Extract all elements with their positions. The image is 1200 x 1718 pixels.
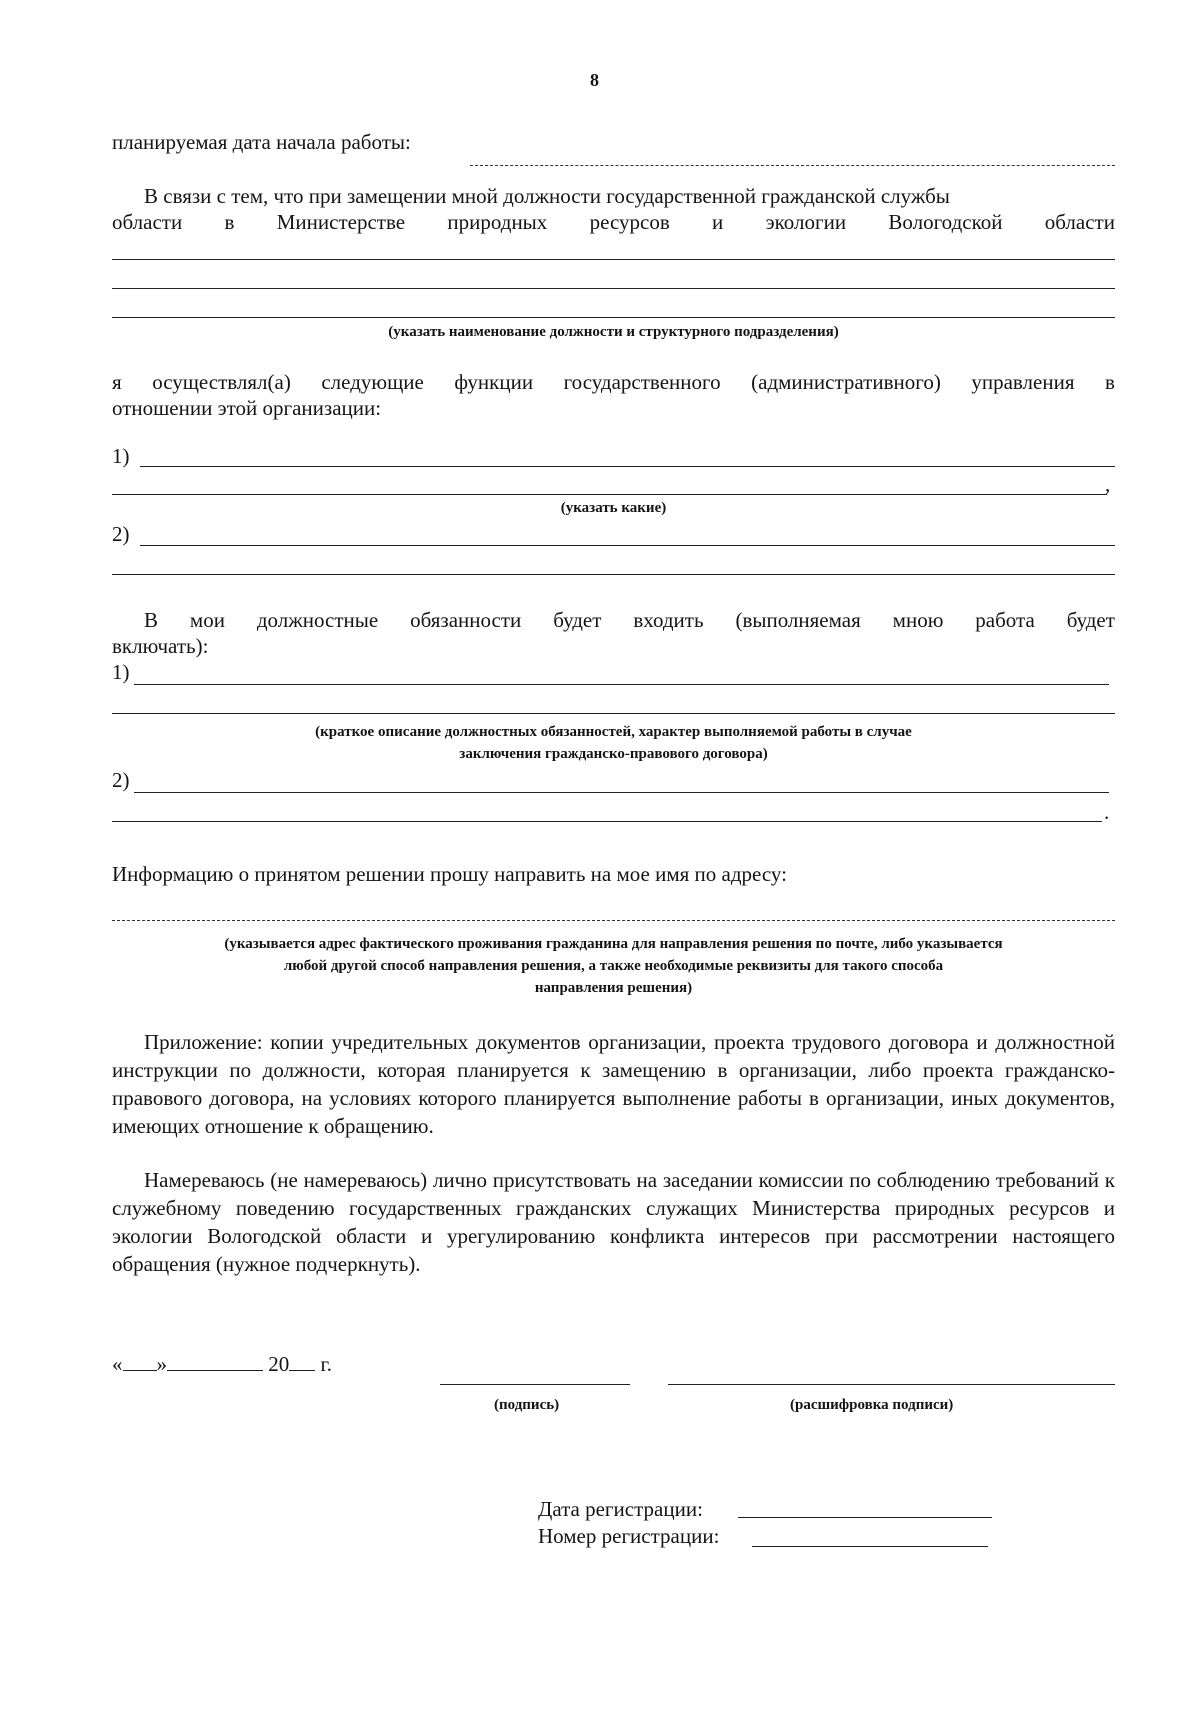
word: мои <box>189 608 225 632</box>
word: будет <box>553 608 602 632</box>
word: в <box>1105 370 1115 394</box>
word: области <box>1044 210 1115 234</box>
word: природных <box>447 210 548 234</box>
signature-label: (подпись) <box>494 1397 560 1413</box>
address-hint-line-2: любой другой способ направления решения, а также необходимые реквизиты для такого способа <box>283 958 944 974</box>
month-field[interactable] <box>167 1350 263 1371</box>
duties-hint-line-1: (краткое описание должностных обязанностей, характер выполняемой работы в случае <box>315 724 912 740</box>
word: области <box>112 210 183 234</box>
planned-start-label: планируемая дата начала работы: <box>112 130 411 154</box>
signature-field[interactable] <box>440 1384 630 1385</box>
word: следующие <box>321 370 424 394</box>
duties-line-1 <box>112 606 1115 634</box>
word: работа <box>975 608 1035 632</box>
word: в <box>224 210 235 234</box>
word: мною <box>892 608 944 632</box>
page-number: 8 <box>590 70 599 90</box>
function-item-2-number: 2) <box>112 522 130 546</box>
word: будет <box>1066 608 1115 632</box>
function-item-1-comma: , <box>1105 472 1111 496</box>
duty-item-2-field-line-2[interactable] <box>112 821 1102 822</box>
signature-decode-label: (расшифровка подписи) <box>790 1397 954 1413</box>
function-item-1-field[interactable] <box>140 466 1115 467</box>
intent-paragraph: Намереваюсь (не намереваюсь) лично присутствовать на заседании комиссии по соблюдению требований к служебному поведению государственных гражданских служащих Министерства природных ресурсов и экологии Вологодской области и урегулированию конфликта интересов при рассмотрении настоящего обращения (нужное подчеркнуть). <box>112 1168 1115 1276</box>
position-field-line-1[interactable] <box>112 259 1115 260</box>
address-hint-line-1: (указывается адрес фактического проживания гражданина для направления решения по почте, либо указывается <box>224 936 1003 952</box>
word: (административного) <box>751 370 941 394</box>
address-field[interactable] <box>112 920 1115 921</box>
word: ресурсов <box>589 210 670 234</box>
position-field-line-3[interactable] <box>112 317 1115 318</box>
word: должностные <box>256 608 379 632</box>
word: Министерстве <box>276 210 406 234</box>
function-item-2-field-line-2[interactable] <box>112 574 1115 575</box>
word: В <box>144 608 159 632</box>
word: Вологодской <box>888 210 1003 234</box>
functions-line-2: отношении этой организации: <box>112 396 382 420</box>
registration-number-label: Номер регистрации: <box>538 1524 720 1548</box>
duties-line-2: включать): <box>112 634 209 658</box>
word: (выполняемая <box>735 608 861 632</box>
year-suffix: г. <box>320 1352 332 1376</box>
word: осуществлял(а) <box>152 370 291 394</box>
connection-line-2 <box>112 208 1115 236</box>
word: экологии <box>765 210 847 234</box>
duty-item-1-field[interactable] <box>134 684 1109 685</box>
word: обязанности <box>410 608 522 632</box>
word: входить <box>633 608 704 632</box>
date-open-quote: « <box>112 1352 123 1376</box>
date-line <box>112 1350 332 1378</box>
function-item-1-number: 1) <box>112 444 130 468</box>
address-label: Информацию о принятом решении прошу направить на мое имя по адресу: <box>112 862 787 886</box>
year-field[interactable] <box>289 1350 315 1371</box>
date-close-quote: » <box>156 1352 167 1376</box>
duties-hint-line-2: заключения гражданско-правового договора) <box>459 746 768 762</box>
connection-line-1: В связи с тем, что при замещении мной должности государственной гражданской службы <box>144 184 950 208</box>
function-item-2-field[interactable] <box>140 545 1115 546</box>
function-item-1-field-line-2[interactable] <box>112 494 1107 495</box>
functions-hint: (указать какие) <box>560 500 667 516</box>
word: управления <box>971 370 1075 394</box>
registration-date-label: Дата регистрации: <box>538 1497 703 1521</box>
duty-item-2-number: 2) <box>112 768 130 792</box>
signature-decode-field[interactable] <box>668 1384 1115 1385</box>
position-hint: (указать наименование должности и структурного подразделения) <box>388 324 839 340</box>
word: государственного <box>563 370 721 394</box>
duty-item-2-period: . <box>1104 800 1110 824</box>
planned-start-field[interactable] <box>470 165 1115 166</box>
duty-item-1-number: 1) <box>112 660 130 684</box>
duty-item-1-field-line-2[interactable] <box>112 713 1115 714</box>
functions-line-1 <box>112 368 1115 396</box>
word: я <box>112 370 122 394</box>
attachment-paragraph: Приложение: копии учредительных документов организации, проекта трудового договора и должностной инструкции по должности, которая планируется к замещению в организации, либо проекта гражданско-правового договора, на условиях которого планируется выполнение работы в организации, иных документов, имеющих отношение к обращению. <box>112 1030 1115 1138</box>
day-field[interactable] <box>123 1350 157 1371</box>
word: и <box>712 210 724 234</box>
registration-date-field[interactable] <box>738 1517 992 1518</box>
registration-number-field[interactable] <box>752 1546 988 1547</box>
position-field-line-2[interactable] <box>112 288 1115 289</box>
word: функции <box>454 370 534 394</box>
year-prefix: 20 <box>268 1352 290 1376</box>
duty-item-2-field[interactable] <box>134 792 1109 793</box>
address-hint-line-3: направления решения) <box>534 980 693 996</box>
